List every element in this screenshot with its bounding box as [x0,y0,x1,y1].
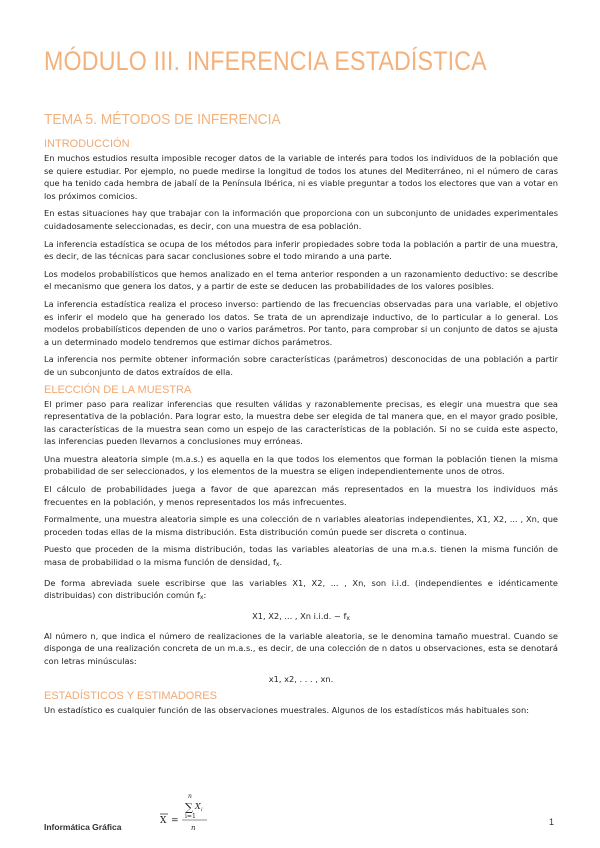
paragraph-text: . [279,557,283,568]
paragraph [44,577,558,605]
paragraph: La inferencia estadística se ocupa de los métodos para inferir propiedades sobre toda la población a partir de una muestra, es decir, de las técnicas para sacar conclusiones sobre el todo mirando a una parte. [44,238,558,262]
paragraph [44,543,558,571]
sum-term-subscript: i [201,807,203,813]
paragraph: La inferencia nos permite obtener información sobre características (parámetros) desconocidas de una población a partir de un subconjunto de datos extraídos de ella. [44,354,558,377]
subscript: x [275,561,280,569]
paragraph: Al número n, que indica el número de realizaciones de la variable aleatoria, se le denomina tamaño muestral. Cuando se disponga de una realización concreta de un m.a.s., es decir, de una colección de n datos u observaciones, esta se denotará con letras minúsculas: [44,630,558,666]
sum-symbol: ∑ [185,801,193,814]
paragraph: En estas situaciones hay que trabajar con la información que proporciona con un subconjunto de unidades experimentales cuidadosamente seleccionadas, es decir, con una muestra de esa población. [44,208,558,231]
paragraph: La inferencia estadística realiza el proceso inverso: partiendo de las frecuencias observadas para una variable, el objetivo es inferir el modelo que ha generado los datos. Se trata de un aprendizaje inductivo, de lo particular a lo general. Los modelos probabilísticos dependen de uno o varios parámetros. Por tanto, para comprobar si un conjunto de datos se ajusta a un determinado modelo tendremos que estimar dichos parámetros. [44,298,558,347]
footer-label: Informática Gráfica [44,822,122,832]
sum-lower-limit: i=1 [185,813,196,820]
paragraph: Un estadístico es cualquier función de las observaciones muestrales. Algunos de los estadísticos más habituales son: [44,704,529,715]
sample-mean-formula [160,792,220,832]
formula-equals: = [171,816,179,826]
page-number: 1 [549,817,555,827]
paragraph-text: Puesto que proceden de la misma distribución, todas las variables aleatorias de una m.a.s. tienen la misma función de masa de probabilidad o la misma función de densidad, f [44,544,558,568]
paragraph-text: De forma abreviada suele escribirse que las variables X1, X2, ... , Xn, son i.i.d. (independientes e idénticamente distribuidas) con distribución común f [44,577,558,601]
formula-lhs: X [160,816,167,826]
subscript: x [346,614,350,622]
section-heading-introduccion: INTRODUCCIÓN [44,138,130,150]
subscript: x [199,594,204,602]
paragraph: En muchos estudios resulta imposible recoger datos de la variable de interés para todos los individuos de la población que se quiere estudiar. Por ejemplo, no puede medirse la longitud de todos los atunes del Mediterráneo, ni el número de caras que ha tenido cada hembra de jabalí de la Península Ibérica, ni es viable preguntar a todos los electores que van a votar en los próximos comicios. [44,153,558,201]
paragraph-text: : [203,590,207,601]
section-heading-estadisticos: ESTADÍSTICOS Y ESTIMADORES [44,689,217,702]
section-heading-eleccion-muestra: ELECCIÓN DE LA MUESTRA [44,383,192,396]
fraction-denominator: n [191,824,196,832]
formula-text: X1, X2, ... , Xn i.i.d. ~ f [252,610,347,621]
paragraph: Los modelos probabilísticos que hemos analizado en el tema anterior responden a un razonamiento deductivo: se describe el mecanismo que genera los datos, y a partir de este se deducen las probabilidades de los valores posibles. [44,268,558,292]
observations-formula: x1, x2, . . . , xn. [268,673,334,684]
module-title: MÓDULO III. INFERENCIA ESTADÍSTICA [44,46,487,76]
paragraph: El cálculo de probabilidades juega a favor de que aparezcan más representados en la muestra los individuos más frecuentes en la población, y menos representados los más infrecuentes. [44,484,558,507]
document-body [44,138,558,721]
sum-upper-limit: n [188,793,192,800]
paragraph: El primer paso para realizar inferencias que resulten válidas y razonablemente precisas, es elegir una muestra que sea representativa de la población. Para lograr esto, la muestra debe ser elegida de tal manera que, en el mayor grado posible, las características de la muestra sean como un espejo de las características de la población. Si no se cuida este aspecto, las inferencias pueden llevarnos a conclusiones muy erróneas. [44,398,558,447]
paragraph: Formalmente, una muestra aleatoria simple es una colección de n variables aleatorias independientes, X1, X2, ... , Xn, que proceden todas ellas de la misma distribución. Esta distribución común puede ser discreta o continua. [44,514,558,537]
paragraph: Una muestra aleatoria simple (m.a.s.) es aquella en la que todos los elementos que forman la población tienen la misma probabilidad de ser seleccionados, y los elementos de la muestra se eligen independientemente unos de otros. [44,453,558,477]
topic-title: TEMA 5. MÉTODOS DE INFERENCIA [44,111,281,128]
sum-term: X [195,802,201,811]
iid-formula [44,610,558,625]
